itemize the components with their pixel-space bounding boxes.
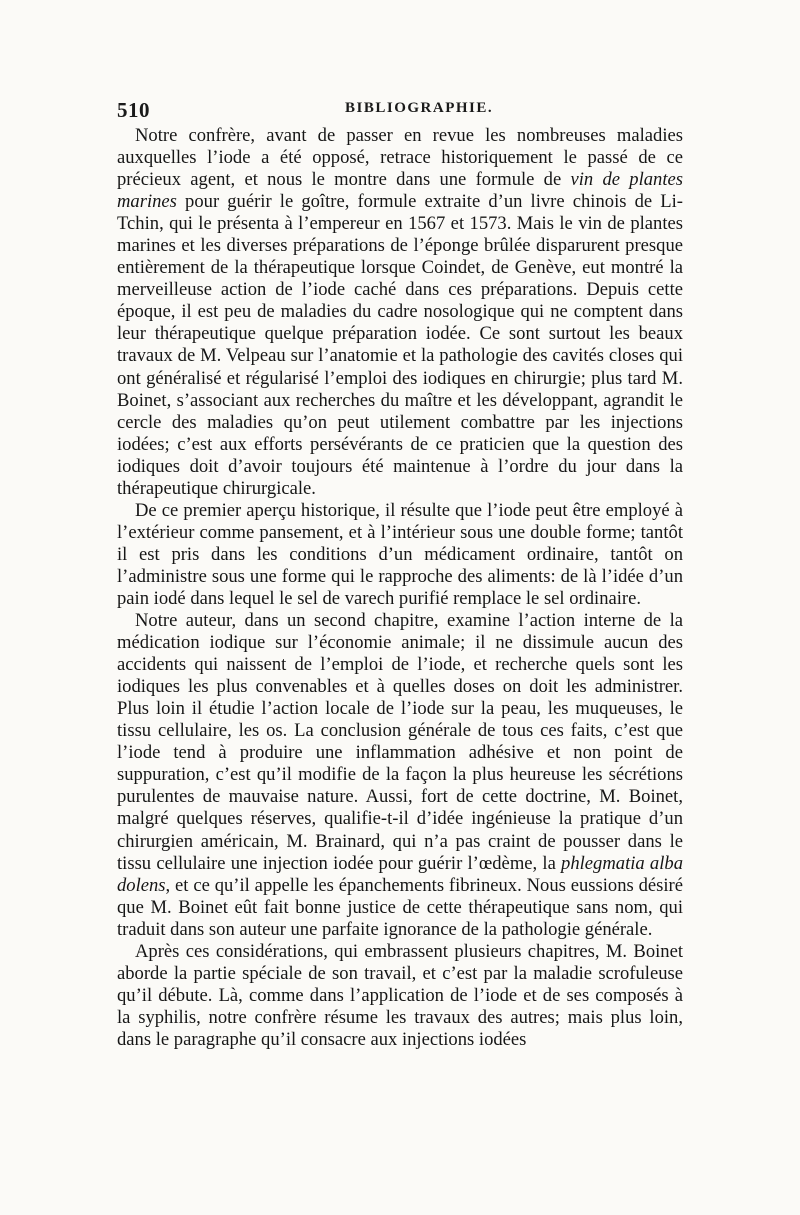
page-header (117, 98, 683, 122)
body-text (117, 125, 683, 1051)
paragraph-1-text-a: Notre confrère, avant de passer en revue les nombreuses maladies auxquelles l’iode a été opposé, retrace historiquement le passé de ce précieux agent, et nous le montre dans une formule de (117, 125, 683, 191)
paragraph-1 (117, 125, 683, 500)
running-title: BIBLIOGRAPHIE. (345, 100, 494, 116)
paragraph-3-italic: phlegmatia alba dolens (117, 852, 683, 896)
paragraph-1-italic: vin de plantes marines (117, 169, 683, 213)
paragraph-2: De ce premier aperçu historique, il résulte que l’iode peut être employé à l’extérieur comme pansement, et à l’intérieur sous une double forme; tantôt il est pris dans les conditions d’un médicament ordinaire, tantôt on l’administre sous une forme qui le rapproche des aliments: de là l’idée d’un pain iodé dans lequel le sel de varech purifié remplace le sel ordinaire. (117, 499, 683, 609)
paragraph-4: Après ces considérations, qui embrassent plusieurs chapitres, M. Boinet aborde la partie spéciale de son travail, et c’est par la maladie scrofuleuse qu’il débute. Là, comme dans l’application de l’iode et de ses composés à la syphilis, notre confrère résume les travaux des autres; mais plus loin, dans le paragraphe qu’il consacre aux injections iodées (117, 940, 683, 1050)
paragraph-3 (117, 610, 683, 941)
page-number: 510 (117, 98, 150, 122)
paragraph-3-text-b: , et ce qu’il appelle les épanchements fibrineux. Nous eussions désiré que M. Boinet eût fait bonne justice de cette thérapeutique sans nom, qui traduit dans son auteur une parfaite ignorance de la pathologie générale. (117, 874, 683, 940)
paragraph-1-text-b: pour guérir le goître, formule extraite d’un livre chinois de Li-Tchin, qui le présenta à l’empereur en 1567 et 1573. Mais le vin de plantes marines et les diverses préparations de l’éponge brûlée disparurent presque entièrement de la thérapeutique lorsque Coindet, de Genève, eut montré la merveilleuse action de l’iode caché dans ces préparations. Depuis cette époque, il est peu de maladies du cadre nosologique qui ne comptent dans leur thérapeutique quelque préparation iodée. Ce sont surtout les beaux travaux de M. Velpeau sur l’anatomie et la pathologie des cavités closes qui ont généralisé et régularisé l’emploi des iodiques en chirurgie; plus tard M. Boinet, s’associant aux recherches du maître et les développant, agrandit le cercle des maladies qu’on peut utilement combattre par les injections iodées; c’est aux efforts persévérants de ce praticien que la question des iodiques doit d’avoir toujours été maintenue à l’ordre du jour dans la thérapeutique chirurgicale. (117, 191, 683, 499)
paragraph-3-text-a: Notre auteur, dans un second chapitre, examine l’action interne de la médication iodique sur l’économie animale; il ne dissimule aucun des accidents qui naissent de l’emploi de l’iode, et recherche quels sont les iodiques les plus convenables et à quelles doses on doit les administrer. Plus loin il étudie l’action locale de l’iode sur la peau, les muqueuses, le tissu cellulaire, les os. La conclusion générale de tous ces faits, c’est que l’iode tend à produire une inflammation adhésive et non point de suppuration, c’est qu’il modifie de la façon la plus heureuse les sécrétions purulentes de mauvaise nature. Aussi, fort de cette doctrine, M. Boinet, malgré quelques réserves, qualifie-t-il d’idée ingénieuse la pratique d’un chirurgien américain, M. Brainard, qui n’a pas craint de pousser dans le tissu cellulaire une injection iodée pour guérir l’œdème, la (117, 610, 683, 874)
